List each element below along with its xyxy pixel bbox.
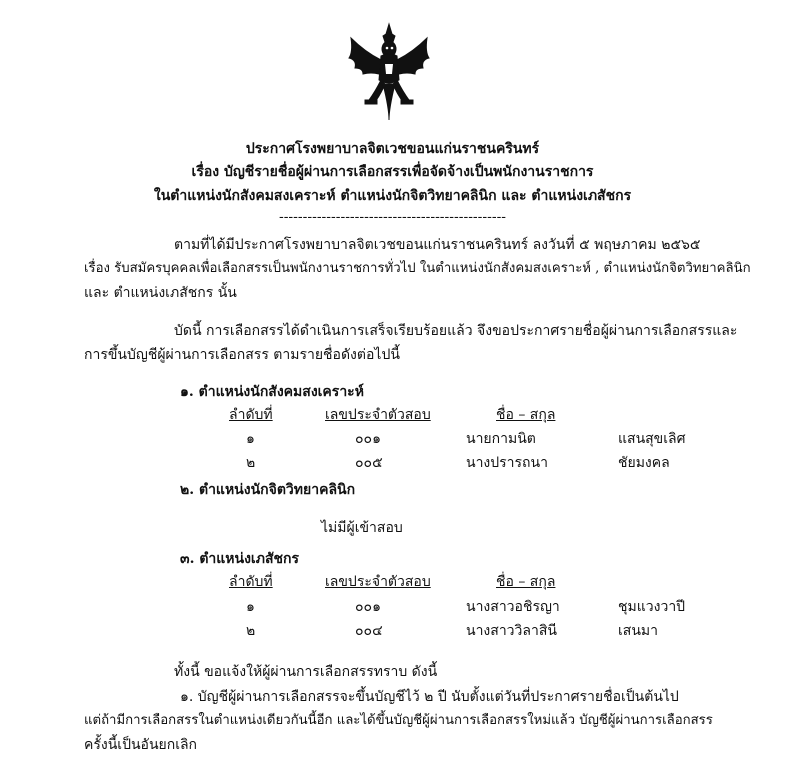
column-header-order: ลำดับที่ <box>229 574 273 590</box>
closing-paragraph-line: ครั้งนี้เป็นอันยกเลิก <box>84 737 198 753</box>
table-cell-last-name: แสนสุขเลิศ <box>618 431 686 447</box>
title-divider: ------------------------------------------------ <box>278 209 507 225</box>
table-cell-first-name: นางสาวอชิรญา <box>466 599 560 615</box>
announcement-title: ประกาศโรงพยาบาลจิตเวชขอนแก่นราชนครินทร์ <box>245 141 540 157</box>
intro-paragraph-line: เรื่อง รับสมัครบุคคลเพื่อเลือกสรรเป็นพนักงานราชการทั่วไป ในตำแหน่งนักสังคมสงเคราะห์ , ตำแหน่งนักจิตวิทยาคลินิก <box>84 261 751 276</box>
table-cell-first-name: นางสาววิลาสินี <box>466 623 557 639</box>
table-cell-order: ๑ <box>246 599 255 615</box>
section-heading: ๑. ตำแหน่งนักสังคมสงเคราะห์ <box>180 384 364 400</box>
closing-paragraph-line: แต่ถ้ามีการเลือกสรรในตำแหน่งเดียวกันนี้อีก และได้ขึ้นบัญชีผู้ผ่านการเลือกสรรใหม่แล้ว บัญชีผู้ผ่านการเลือกสรร <box>84 713 713 728</box>
table-cell-last-name: เสนมา <box>618 623 658 639</box>
table-cell-first-name: นางปรารถนา <box>466 455 548 471</box>
closing-paragraph-line: ทั้งนี้ ขอแจ้งให้ผู้ผ่านการเลือกสรรทราบ ดังนี้ <box>174 664 438 680</box>
table-cell-exam-id: ๐๐๑ <box>355 599 381 615</box>
announcement-positions: ในตำแหน่งนักสังคมสงเคราะห์ ตำแหน่งนักจิตวิทยาคลินิก และ ตำแหน่งเภสัชกร <box>153 188 632 204</box>
column-header-exam-id: เลขประจำตัวสอบ <box>325 574 431 590</box>
intro-paragraph-line: และ ตำแหน่งเภสัชกร นั้น <box>84 285 237 301</box>
table-cell-order: ๒ <box>246 623 256 639</box>
table-cell-exam-id: ๐๐๕ <box>355 455 383 471</box>
garuda-emblem <box>343 22 435 124</box>
column-header-name: ชื่อ – สกุล <box>496 574 556 590</box>
column-header-order: ลำดับที่ <box>229 407 273 423</box>
table-cell-last-name: ชุมแวงวาปี <box>618 599 686 615</box>
intro-paragraph-line: การขึ้นบัญชีผู้ผ่านการเลือกสรร ตามรายชื่อดังต่อไปนี้ <box>84 347 400 363</box>
no-candidates-note: ไม่มีผู้เข้าสอบ <box>321 520 403 536</box>
table-cell-order: ๑ <box>246 431 255 447</box>
intro-paragraph-line: บัดนี้ การเลือกสรรได้ดำเนินการเสร็จเรียบร้อยแล้ว จึงขอประกาศรายชื่อผู้ผ่านการเลือกสรรและ <box>174 323 738 339</box>
table-cell-exam-id: ๐๐๑ <box>355 431 381 447</box>
announcement-subject: เรื่อง บัญชีรายชื่อผู้ผ่านการเลือกสรรเพื่อจัดจ้างเป็นพนักงานราชการ <box>191 164 594 180</box>
column-header-exam-id: เลขประจำตัวสอบ <box>325 407 431 423</box>
table-cell-last-name: ชัยมงคล <box>618 455 670 471</box>
table-cell-order: ๒ <box>246 455 256 471</box>
column-header-name: ชื่อ – สกุล <box>496 407 556 423</box>
table-cell-exam-id: ๐๐๔ <box>355 623 383 639</box>
section-heading: ๓. ตำแหน่งเภสัชกร <box>180 551 299 567</box>
table-cell-first-name: นายกามนิต <box>466 431 536 447</box>
closing-paragraph-line: ๑. บัญชีผู้ผ่านการเลือกสรรจะขึ้นบัญชีไว้ ๒ ปี นับตั้งแต่วันที่ประกาศรายชื่อเป็นต้นไป <box>180 689 679 705</box>
intro-paragraph-line: ตามที่ได้มีประกาศโรงพยาบาลจิตเวชขอนแก่นราชนครินทร์ ลงวันที่ ๕ พฤษภาคม ๒๕๖๕ <box>174 237 701 253</box>
section-heading: ๒. ตำแหน่งนักจิตวิทยาคลินิก <box>180 482 356 498</box>
